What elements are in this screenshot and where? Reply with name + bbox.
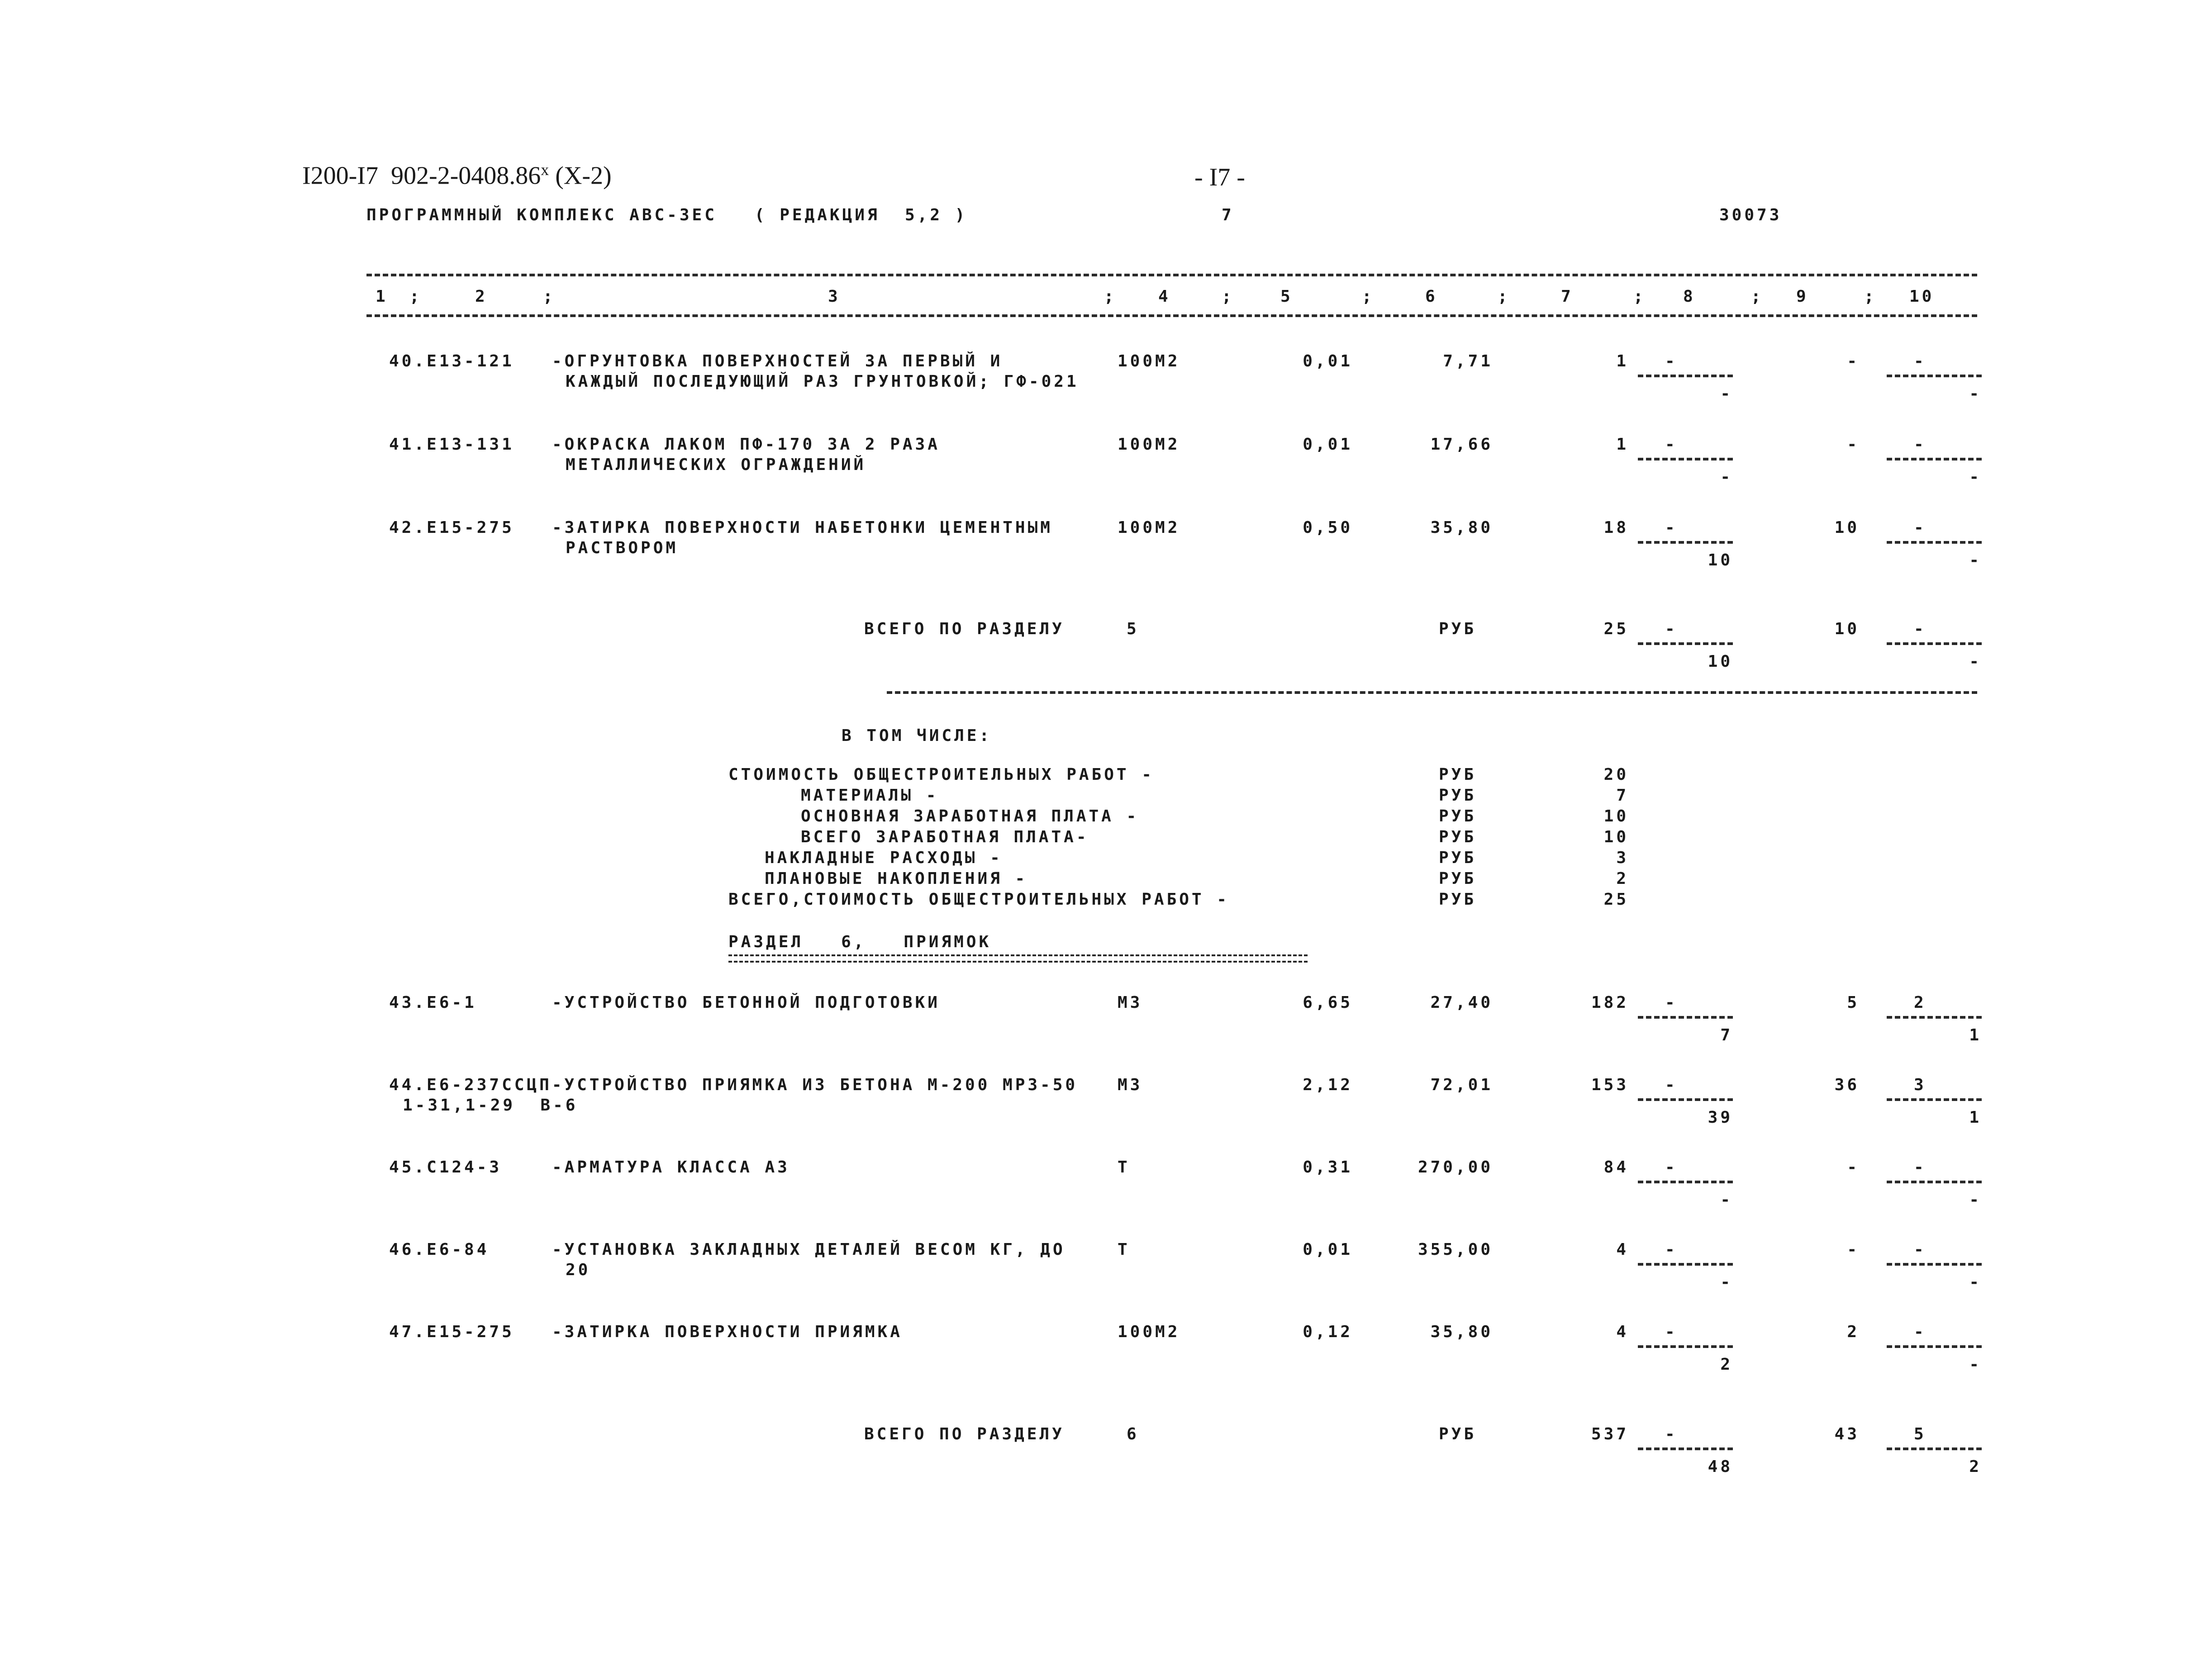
rows-s6-row-1-unit-price: 27,40 [1430, 993, 1493, 1012]
column-separator-5: ; [1362, 287, 1375, 306]
column-number-5: 5 [1280, 287, 1293, 306]
rows-s5-row-3-col10 [1887, 518, 1982, 573]
total-s5-col8-numerator: - [1665, 620, 1678, 638]
rows-s5-row-3-col10-numerator: - [1914, 518, 1927, 537]
column-separator-4: ; [1222, 287, 1234, 306]
total-s5-col8-denominator: 10 [1708, 652, 1733, 671]
rows-s5-row-3-code: 42.Е15-275 [389, 518, 514, 537]
rows-s6-row-4-col8-rule [1638, 1263, 1733, 1266]
breakdown-item-2-label: МАТЕРИАЛЫ - [801, 786, 939, 805]
page-number-marker: - I7 - [1194, 163, 1245, 191]
rows-s5-row-1-col10 [1887, 352, 1982, 406]
rows-s5-row-1-unit: 100М2 [1118, 352, 1180, 370]
rows-s6-row-5-col10-numerator: - [1914, 1323, 1927, 1341]
rows-s6-row-4-col10-numerator: - [1914, 1240, 1927, 1259]
rows-s5-row-3-col8-rule [1638, 541, 1733, 544]
rows-s6-row-4-unit-price: 355,00 [1418, 1240, 1493, 1259]
rows-s6-row-3-col8 [1638, 1158, 1733, 1212]
rows-s6-row-3-total-cost: 84 [1603, 1158, 1629, 1177]
rows-s6-row-4-col10 [1887, 1240, 1982, 1295]
rows-s6-row-2-col10-denominator: 1 [1969, 1108, 1982, 1127]
rows-s6-row-1-col8-numerator: - [1665, 993, 1678, 1012]
total-s6-col8-rule [1638, 1447, 1733, 1450]
rows-s6-row-3-unit-price: 270,00 [1418, 1158, 1493, 1177]
rows-s5-row-1-col10-denominator: - [1969, 384, 1982, 403]
rows-s6-row-2-col8-rule [1638, 1098, 1733, 1101]
rows-s5-row-3-col10-denominator: - [1969, 551, 1982, 569]
rows-s6-row-1-col10-denominator: 1 [1969, 1026, 1982, 1044]
rows-s6-row-1-col8 [1638, 993, 1733, 1048]
rows-s6-row-5-col8-denominator: 2 [1720, 1355, 1733, 1374]
breakdown-item-6-unit: РУБ [1439, 869, 1477, 888]
rows-s6-row-3-col10-numerator: - [1914, 1158, 1927, 1177]
document-code-suffix: (X-2) [549, 161, 612, 190]
rows-s5-row-2-col8-denominator: - [1720, 468, 1733, 486]
rows-s6-row-3-col9: - [1847, 1158, 1860, 1177]
total-s5-col10 [1887, 620, 1982, 674]
rows-s6-row-1-code: 43.Е6-1 [389, 993, 477, 1012]
rows-s5-row-3-description-line2: РАСТВОРОМ [566, 539, 679, 557]
rows-s5-row-1-total-cost: 1 [1616, 352, 1629, 370]
total-s5-col8 [1638, 620, 1733, 674]
rows-s6-row-3-col10-rule [1887, 1181, 1982, 1183]
rows-s5-row-2-col10 [1887, 435, 1982, 489]
breakdown-item-2-value: 7 [1616, 786, 1629, 805]
rows-s6-row-4-total-cost: 4 [1616, 1240, 1629, 1259]
breakdown-item-5-unit: РУБ [1439, 849, 1477, 867]
column-separator-3: ; [1104, 287, 1117, 306]
rows-s5-row-2-unit: 100М2 [1118, 435, 1180, 454]
rows-s5-row-1-col8-denominator: - [1720, 384, 1733, 403]
total-s6-unit: РУБ [1439, 1425, 1477, 1443]
total-s5-col10-rule [1887, 642, 1982, 645]
column-number-2: 2 [475, 287, 488, 306]
rows-s6-row-2-col8-denominator: 39 [1708, 1108, 1733, 1127]
rows-s6-row-5-col10-denominator: - [1969, 1355, 1982, 1374]
breakdown-item-5-value: 3 [1616, 849, 1629, 867]
total-s5-unit: РУБ [1439, 620, 1477, 638]
rows-s6-row-2-col8-numerator: - [1665, 1076, 1678, 1094]
column-separator-6: ; [1498, 287, 1510, 306]
column-number-10: 10 [1909, 287, 1935, 306]
rows-s6-row-2-unit: М3 [1118, 1076, 1143, 1094]
breakdown-item-4-label: ВСЕГО ЗАРАБОТНАЯ ПЛАТА- [801, 828, 1089, 846]
rows-s5-row-2-description: -ОКРАСКА ЛАКОМ ПФ-170 ЗА 2 РАЗА [552, 435, 940, 454]
rows-s5-row-2-col8 [1638, 435, 1733, 489]
total-s6-col10-numerator: 5 [1914, 1425, 1927, 1443]
rows-s6-row-4-unit: Т [1118, 1240, 1130, 1259]
rows-s5-row-1-description: -ОГРУНТОВКА ПОВЕРХНОСТЕЙ ЗА ПЕРВЫЙ И [552, 352, 1003, 370]
rows-s6-row-2-col10-numerator: 3 [1914, 1076, 1927, 1094]
breakdown-item-3-label: ОСНОВНАЯ ЗАРАБОТНАЯ ПЛАТА - [801, 807, 1139, 826]
job-number: 30073 [1719, 206, 1782, 224]
header-top-rule [366, 274, 1977, 276]
total-s5-col10-denominator: - [1969, 652, 1982, 671]
document-code [290, 131, 612, 190]
rows-s6-row-3-quantity: 0,31 [1303, 1158, 1353, 1177]
rows-s6-row-2-col9: 36 [1834, 1076, 1860, 1094]
rows-s6-row-3-code: 45.С124-3 [389, 1158, 502, 1177]
rows-s5-row-1-col8 [1638, 352, 1733, 406]
rows-s6-row-3-col8-numerator: - [1665, 1158, 1678, 1177]
rows-s6-row-2-quantity: 2,12 [1303, 1076, 1353, 1094]
column-number-4: 4 [1158, 287, 1171, 306]
breakdown-item-7-unit: РУБ [1439, 890, 1477, 909]
rows-s5-row-3-col9: 10 [1834, 518, 1860, 537]
breakdown-item-7-value: 25 [1603, 890, 1629, 909]
rows-s5-row-2-unit-price: 17,66 [1430, 435, 1493, 454]
rows-s5-row-1-col9: - [1847, 352, 1860, 370]
rows-s6-row-4-col9: - [1847, 1240, 1860, 1259]
rows-s6-row-2-col10-rule [1887, 1098, 1982, 1101]
total-s5-label: ВСЕГО ПО РАЗДЕЛУ [864, 620, 1065, 638]
total-s6-col10 [1887, 1425, 1982, 1479]
breakdown-item-3-unit: РУБ [1439, 807, 1477, 826]
breakdown-item-5-label: НАКЛАДНЫЕ РАСХОДЫ - [765, 849, 1003, 867]
rows-s6-row-1-col9: 5 [1847, 993, 1860, 1012]
section-6-underline [728, 954, 1308, 963]
program-title: ПРОГРАММНЫЙ КОМПЛЕКС АВС-3ЕС ( РЕДАКЦИЯ 5,2 ) [366, 206, 968, 224]
rows-s6-row-2-col8 [1638, 1076, 1733, 1130]
breakdown-item-7-label: ВСЕГО,СТОИМОСТЬ ОБЩЕСТРОИТЕЛЬНЫХ РАБОТ - [728, 890, 1229, 909]
total-s6-total-cost: 537 [1591, 1425, 1629, 1443]
rows-s6-row-1-col10-numerator: 2 [1914, 993, 1927, 1012]
rows-s6-row-3-description: -АРМАТУРА КЛАССА А3 [552, 1158, 790, 1177]
rows-s6-row-3-col10-denominator: - [1969, 1191, 1982, 1209]
rows-s5-row-3-description: -ЗАТИРКА ПОВЕРХНОСТИ НАБЕТОНКИ ЦЕМЕНТНЫМ [552, 518, 1053, 537]
rows-s6-row-1-quantity: 6,65 [1303, 993, 1353, 1012]
column-separator-1: ; [409, 287, 422, 306]
column-number-9: 9 [1796, 287, 1809, 306]
column-separator-7: ; [1633, 287, 1646, 306]
rows-s6-row-2-col10 [1887, 1076, 1982, 1130]
total-s6-section: 6 [1127, 1425, 1139, 1443]
breakdown-item-6-label: ПЛАНОВЫЕ НАКОПЛЕНИЯ - [765, 869, 1028, 888]
rows-s6-row-1-col8-denominator: 7 [1720, 1026, 1733, 1044]
total-s6-col10-denominator: 2 [1969, 1457, 1982, 1476]
rows-s5-row-3-col8-numerator: - [1665, 518, 1678, 537]
breakdown-item-1-unit: РУБ [1439, 765, 1477, 784]
section-5-end-rule [887, 691, 1977, 694]
total-s5-col9: 10 [1834, 620, 1860, 638]
breakdown-item-1-label: СТОИМОСТЬ ОБЩЕСТРОИТЕЛЬНЫХ РАБОТ - [728, 765, 1154, 784]
breakdown-heading: В ТОМ ЧИСЛЕ: [842, 726, 992, 745]
column-separator-2: ; [543, 287, 556, 306]
column-number-6: 6 [1425, 287, 1438, 306]
rows-s5-row-1-description-line2: КАЖДЫЙ ПОСЛЕДУЮЩИЙ РАЗ ГРУНТОВКОЙ; ГФ-021 [566, 372, 1079, 391]
rows-s6-row-2-unit-price: 72,01 [1430, 1076, 1493, 1094]
rows-s6-row-4-quantity: 0,01 [1303, 1240, 1353, 1259]
breakdown-item-4-unit: РУБ [1439, 828, 1477, 846]
total-s6-col9: 43 [1834, 1425, 1860, 1443]
sheet-number: 7 [1222, 206, 1234, 224]
column-separator-9: ; [1864, 287, 1877, 306]
total-s5-col10-numerator: - [1914, 620, 1927, 638]
rows-s6-row-1-col8-rule [1638, 1016, 1733, 1019]
rows-s5-row-3-quantity: 0,50 [1303, 518, 1353, 537]
rows-s5-row-2-col9: - [1847, 435, 1860, 454]
rows-s6-row-4-col8 [1638, 1240, 1733, 1295]
rows-s6-row-5-col8 [1638, 1323, 1733, 1377]
rows-s6-row-5-unit-price: 35,80 [1430, 1323, 1493, 1341]
rows-s6-row-3-col8-rule [1638, 1181, 1733, 1183]
section-6-title: РАЗДЕЛ 6, ПРИЯМОК [728, 933, 992, 951]
rows-s6-row-5-unit: 100М2 [1118, 1323, 1180, 1341]
document-code-superscript: x [541, 161, 549, 179]
total-s6-col8-numerator: - [1665, 1425, 1678, 1443]
rows-s6-row-4-description: -УСТАНОВКА ЗАКЛАДНЫХ ДЕТАЛЕЙ ВЕСОМ КГ, ДО [552, 1240, 1066, 1259]
rows-s6-row-1-total-cost: 182 [1591, 993, 1629, 1012]
rows-s6-row-5-quantity: 0,12 [1303, 1323, 1353, 1341]
total-s6-col10-rule [1887, 1447, 1982, 1450]
rows-s6-row-5-col10 [1887, 1323, 1982, 1377]
rows-s5-row-2-total-cost: 1 [1616, 435, 1629, 454]
rows-s6-row-4-col8-numerator: - [1665, 1240, 1678, 1259]
rows-s6-row-1-col10-rule [1887, 1016, 1982, 1019]
rows-s5-row-3-unit: 100М2 [1118, 518, 1180, 537]
rows-s5-row-3-total-cost: 18 [1603, 518, 1629, 537]
rows-s6-row-5-code: 47.Е15-275 [389, 1323, 514, 1341]
document-code-main: I200-I7 902-2-0408.86 [302, 161, 541, 190]
total-s6-col8 [1638, 1425, 1733, 1479]
rows-s5-row-2-col8-numerator: - [1665, 435, 1678, 454]
rows-s6-row-4-description-line2: 20 [566, 1261, 591, 1279]
rows-s6-row-1-unit: М3 [1118, 993, 1143, 1012]
rows-s6-row-5-description: -ЗАТИРКА ПОВЕРХНОСТИ ПРИЯМКА [552, 1323, 903, 1341]
rows-s6-row-2-code: 44.Е6-237ССЦП-УСТРОЙСТВО ПРИЯМКА ИЗ БЕТОНА М-200 МРЗ-50 [389, 1076, 1078, 1094]
rows-s6-row-5-col8-numerator: - [1665, 1323, 1678, 1341]
column-separator-8: ; [1751, 287, 1764, 306]
rows-s5-row-2-col10-rule [1887, 458, 1982, 460]
total-s6-label: ВСЕГО ПО РАЗДЕЛУ [864, 1425, 1065, 1443]
total-s5-col8-rule [1638, 642, 1733, 645]
rows-s5-row-2-quantity: 0,01 [1303, 435, 1353, 454]
total-s6-col8-denominator: 48 [1708, 1457, 1733, 1476]
rows-s5-row-1-unit-price: 7,71 [1443, 352, 1493, 370]
column-number-8: 8 [1683, 287, 1696, 306]
rows-s6-row-4-col10-rule [1887, 1263, 1982, 1266]
rows-s6-row-2-total-cost: 153 [1591, 1076, 1629, 1094]
rows-s6-row-1-description: -УСТРОЙСТВО БЕТОННОЙ ПОДГОТОВКИ [552, 993, 940, 1012]
rows-s5-row-3-col8 [1638, 518, 1733, 573]
rows-s5-row-1-quantity: 0,01 [1303, 352, 1353, 370]
breakdown-item-4-value: 10 [1603, 828, 1629, 846]
rows-s6-row-5-col9: 2 [1847, 1323, 1860, 1341]
rows-s5-row-2-code: 41.Е13-131 [389, 435, 514, 454]
rows-s5-row-1-col10-rule [1887, 375, 1982, 377]
rows-s5-row-1-col8-rule [1638, 375, 1733, 377]
column-number-3: 3 [828, 287, 841, 306]
total-s5-total-cost: 25 [1603, 620, 1629, 638]
rows-s5-row-3-col10-rule [1887, 541, 1982, 544]
rows-s6-row-4-col8-denominator: - [1720, 1273, 1733, 1291]
breakdown-item-1-value: 20 [1603, 765, 1629, 784]
breakdown-item-3-value: 10 [1603, 807, 1629, 826]
rows-s6-row-2-code-continuation: 1-31,1-29 В-6 [403, 1096, 578, 1115]
rows-s5-row-1-col10-numerator: - [1914, 352, 1927, 370]
rows-s6-row-3-col10 [1887, 1158, 1982, 1212]
rows-s6-row-5-total-cost: 4 [1616, 1323, 1629, 1341]
rows-s5-row-2-description-line2: МЕТАЛЛИЧЕСКИХ ОГРАЖДЕНИЙ [566, 456, 866, 474]
rows-s5-row-2-col8-rule [1638, 458, 1733, 460]
column-number-7: 7 [1561, 287, 1574, 306]
rows-s5-row-2-col10-denominator: - [1969, 468, 1982, 486]
rows-s5-row-1-code: 40.Е13-121 [389, 352, 514, 370]
total-s5-section: 5 [1127, 620, 1139, 638]
column-number-1: 1 [376, 287, 388, 306]
rows-s6-row-3-unit: Т [1118, 1158, 1130, 1177]
rows-s6-row-3-col8-denominator: - [1720, 1191, 1733, 1209]
rows-s5-row-2-col10-numerator: - [1914, 435, 1927, 454]
rows-s5-row-1-col8-numerator: - [1665, 352, 1678, 370]
rows-s6-row-4-col10-denominator: - [1969, 1273, 1982, 1291]
rows-s5-row-3-col8-denominator: 10 [1708, 551, 1733, 569]
rows-s6-row-5-col8-rule [1638, 1345, 1733, 1348]
rows-s5-row-3-unit-price: 35,80 [1430, 518, 1493, 537]
rows-s6-row-4-code: 46.Е6-84 [389, 1240, 490, 1259]
breakdown-item-2-unit: РУБ [1439, 786, 1477, 805]
rows-s6-row-1-col10 [1887, 993, 1982, 1048]
rows-s6-row-5-col10-rule [1887, 1345, 1982, 1348]
breakdown-item-6-value: 2 [1616, 869, 1629, 888]
header-bottom-rule [366, 314, 1977, 317]
